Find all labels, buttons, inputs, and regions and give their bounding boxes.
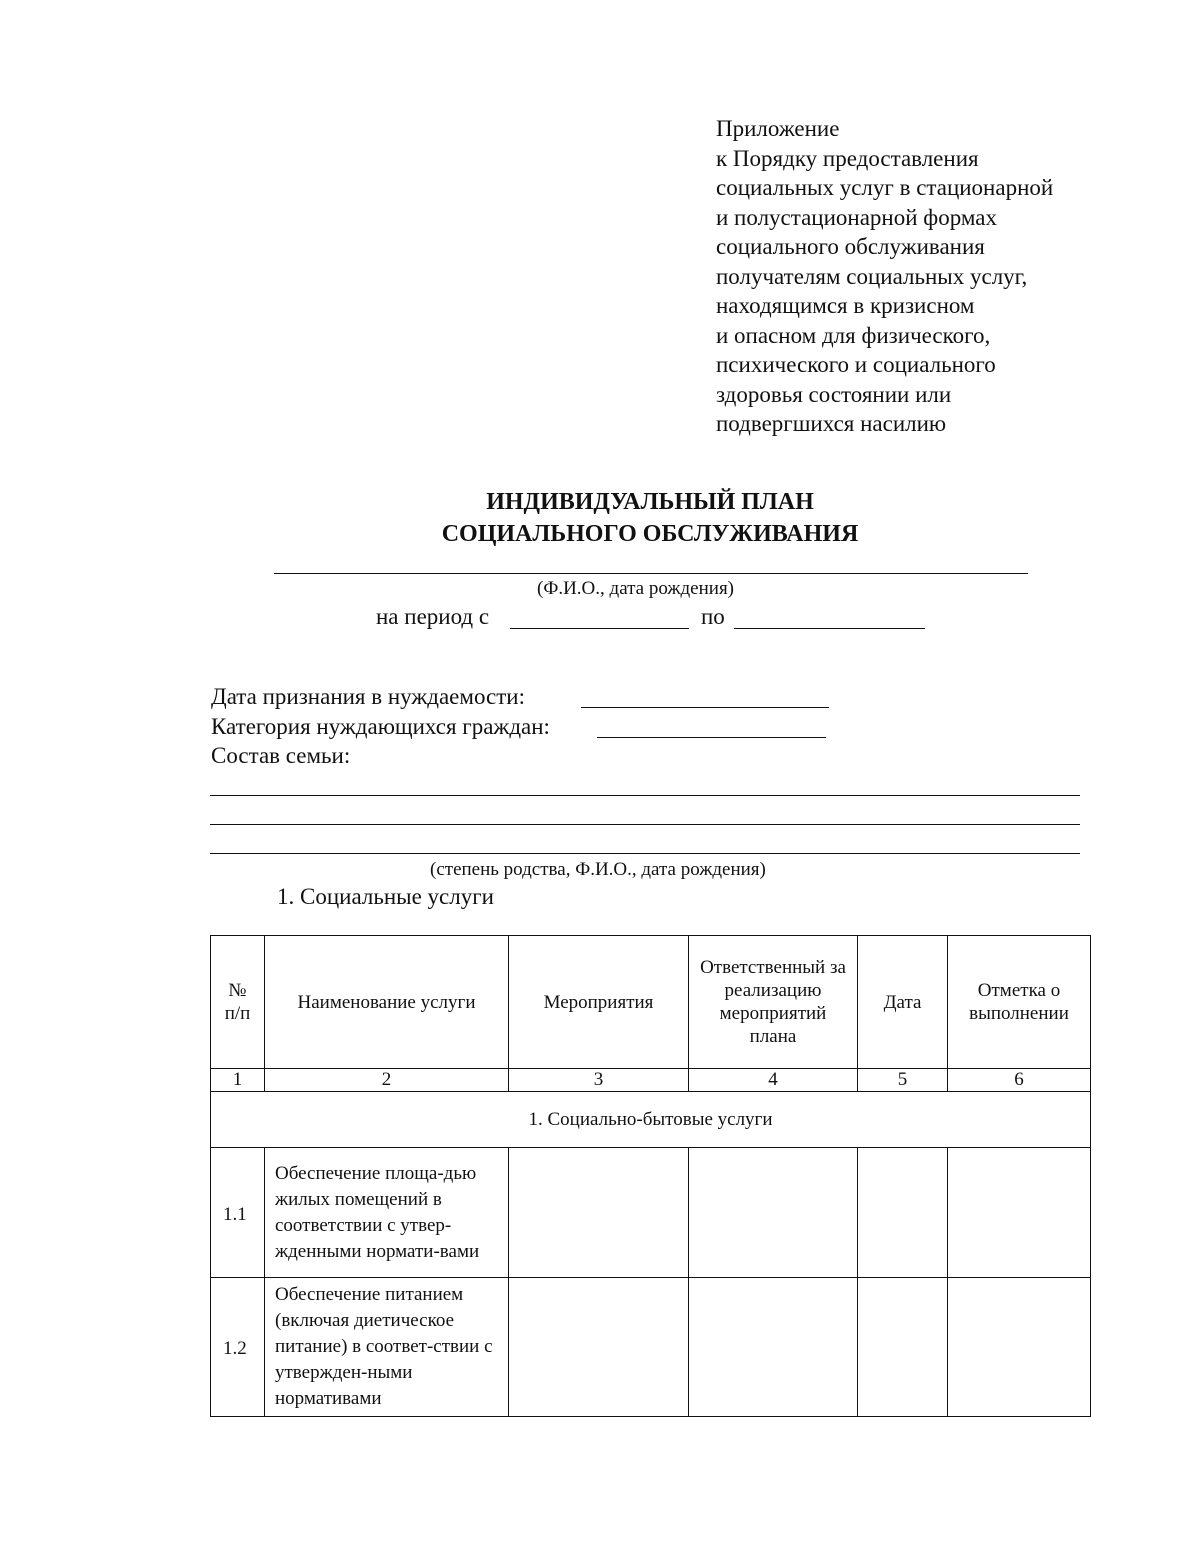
family-blank-line-3[interactable] [210,853,1080,854]
appendix-line: здоровья состоянии или [716,381,952,407]
need-date-blank[interactable] [581,707,829,708]
column-number: 1 [211,1069,265,1092]
appendix-line: психического и социального [716,352,996,377]
header-date: Дата [858,936,948,1069]
fio-blank-line[interactable] [274,573,1028,574]
category-blank[interactable] [597,737,826,738]
section-heading: 1. Социальные услуги [277,884,494,909]
title-line-1: ИНДИВИДУАЛЬНЫЙ ПЛАН [486,489,814,515]
row-date-cell[interactable] [858,1148,948,1278]
family-blank-line-1[interactable] [210,795,1080,796]
header-completion-mark: Отметка о выполнении [948,936,1091,1069]
column-number: 3 [509,1069,689,1092]
document-title [0,486,1200,550]
row-service-name: Обеспечение питанием (включая диетическое питание) в соответ-ствии с утвержден-ными нормативами [265,1278,509,1417]
row-service-name: Обеспечение площа-дью жилых помещений в соответствии с утвер-жденными нормати-вами [265,1148,509,1278]
appendix-line: и опасном для физического, [716,322,991,348]
period-from-label: на период с [376,604,490,629]
appendix-note [716,114,1156,439]
header-activities: Мероприятия [509,936,689,1069]
header-number: № п/п [211,936,265,1069]
appendix-line: социальных услуг в стационарной [716,175,1054,200]
table-header-row [211,936,1091,1069]
column-number: 6 [948,1069,1091,1092]
row-date-cell[interactable] [858,1278,948,1417]
table-row [211,1148,1091,1278]
period-from-blank[interactable] [510,628,689,629]
appendix-line: находящимся в кризисном [716,293,975,318]
services-table [210,935,1091,1417]
appendix-line: Приложение [716,116,840,141]
row-responsible-cell[interactable] [689,1278,858,1417]
period-to-label: по [701,604,725,629]
column-number: 4 [689,1069,858,1092]
appendix-line: к Порядку предоставления [716,145,979,171]
table-row [211,1278,1091,1417]
category-label: Категория нуждающихся граждан: [211,714,550,739]
row-completion-cell[interactable] [948,1278,1091,1417]
need-date-label: Дата признания в нуждаемости: [211,684,525,709]
family-label: Состав семьи: [211,743,351,768]
appendix-line: и полустационарной формах [716,204,997,230]
row-number: 1.1 [211,1148,265,1278]
group-title: 1. Социально-бытовые услуги [211,1092,1091,1148]
column-number: 5 [858,1069,948,1092]
row-activities-cell[interactable] [509,1148,689,1278]
group-row [211,1092,1091,1148]
family-blank-line-2[interactable] [210,824,1080,825]
column-numbers-row [211,1069,1091,1092]
header-service-name: Наименование услуги [265,936,509,1069]
row-number: 1.2 [211,1278,265,1417]
row-completion-cell[interactable] [948,1148,1091,1278]
appendix-line: получателям социальных услуг, [716,263,1028,289]
period-to-blank[interactable] [734,628,925,629]
fio-caption: (Ф.И.О., дата рождения) [537,578,735,599]
column-number: 2 [265,1069,509,1092]
title-line-2: СОЦИАЛЬНОГО ОБСЛУЖИВАНИЯ [441,521,859,547]
appendix-line: социального обслуживания [716,234,985,259]
appendix-line: подвергшихся насилию [716,411,947,436]
header-responsible: Ответственный за реализацию мероприятий плана [689,936,858,1069]
row-responsible-cell[interactable] [689,1148,858,1278]
family-caption: (степень родства, Ф.И.О., дата рождения) [430,859,766,880]
row-activities-cell[interactable] [509,1278,689,1417]
